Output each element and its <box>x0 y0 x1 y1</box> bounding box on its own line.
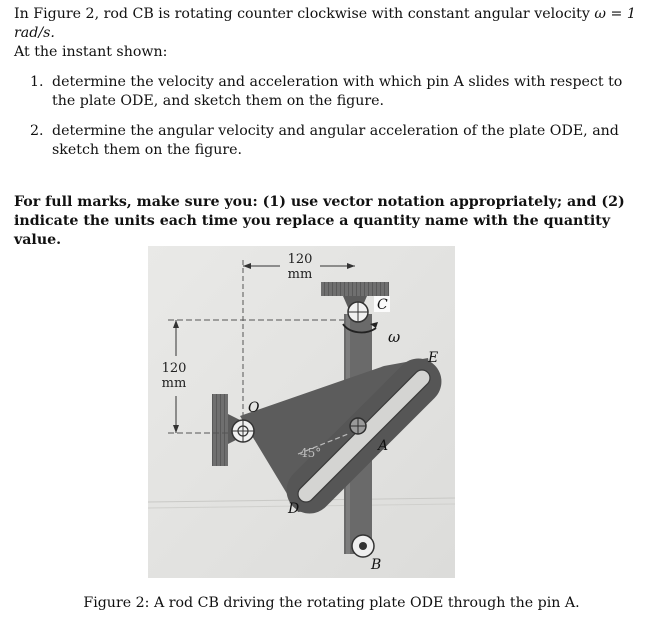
ceiling-support <box>321 282 389 296</box>
dim-top-unit: mm <box>287 267 313 282</box>
intro-line-2: At the instant shown: <box>14 44 168 60</box>
intro-line-1 <box>14 5 654 43</box>
label-c: C <box>377 297 388 313</box>
label-b: B <box>371 557 382 573</box>
problem-intro <box>14 5 654 62</box>
task-text: determine the angular velocity and angular acceleration of the plate ODE, and sketch them on the figure. <box>52 123 619 158</box>
mechanism-diagram <box>148 246 455 578</box>
angle-label: 45° <box>300 446 322 460</box>
dim-top-value: 120 <box>287 252 313 267</box>
omega-equation: ω = 1 rad/s. <box>14 6 636 41</box>
label-o: O <box>248 400 260 416</box>
marking-instructions: For full marks, make sure you: (1) use vector notation appropriately; and (2) indicate the units each time you replace a quantity name with the quantity value. <box>14 194 625 248</box>
label-d: D <box>288 501 300 517</box>
figure-caption: Figure 2: A rod CB driving the rotating plate ODE through the pin A. <box>83 595 580 611</box>
task-text: determine the velocity and acceleration with which pin A slides with respect to the plate ODE, and sketch them on the figure. <box>52 74 623 109</box>
figure-2-photo <box>148 246 455 578</box>
task-number: 2. <box>30 123 44 139</box>
task-number: 1. <box>30 74 44 90</box>
label-e: E <box>428 350 439 366</box>
task-item-1 <box>30 73 630 111</box>
wall-support <box>212 394 228 466</box>
intro-text: In Figure 2, rod CB is rotating counter clockwise with constant angular velocity <box>14 6 595 22</box>
dim-left-value: 120 <box>161 361 187 376</box>
label-omega: ω <box>388 328 401 346</box>
label-a: A <box>378 438 389 454</box>
task-list <box>30 73 630 171</box>
dim-left-unit: mm <box>161 376 187 391</box>
task-item-2 <box>30 122 630 160</box>
pin-b-center <box>359 542 367 550</box>
